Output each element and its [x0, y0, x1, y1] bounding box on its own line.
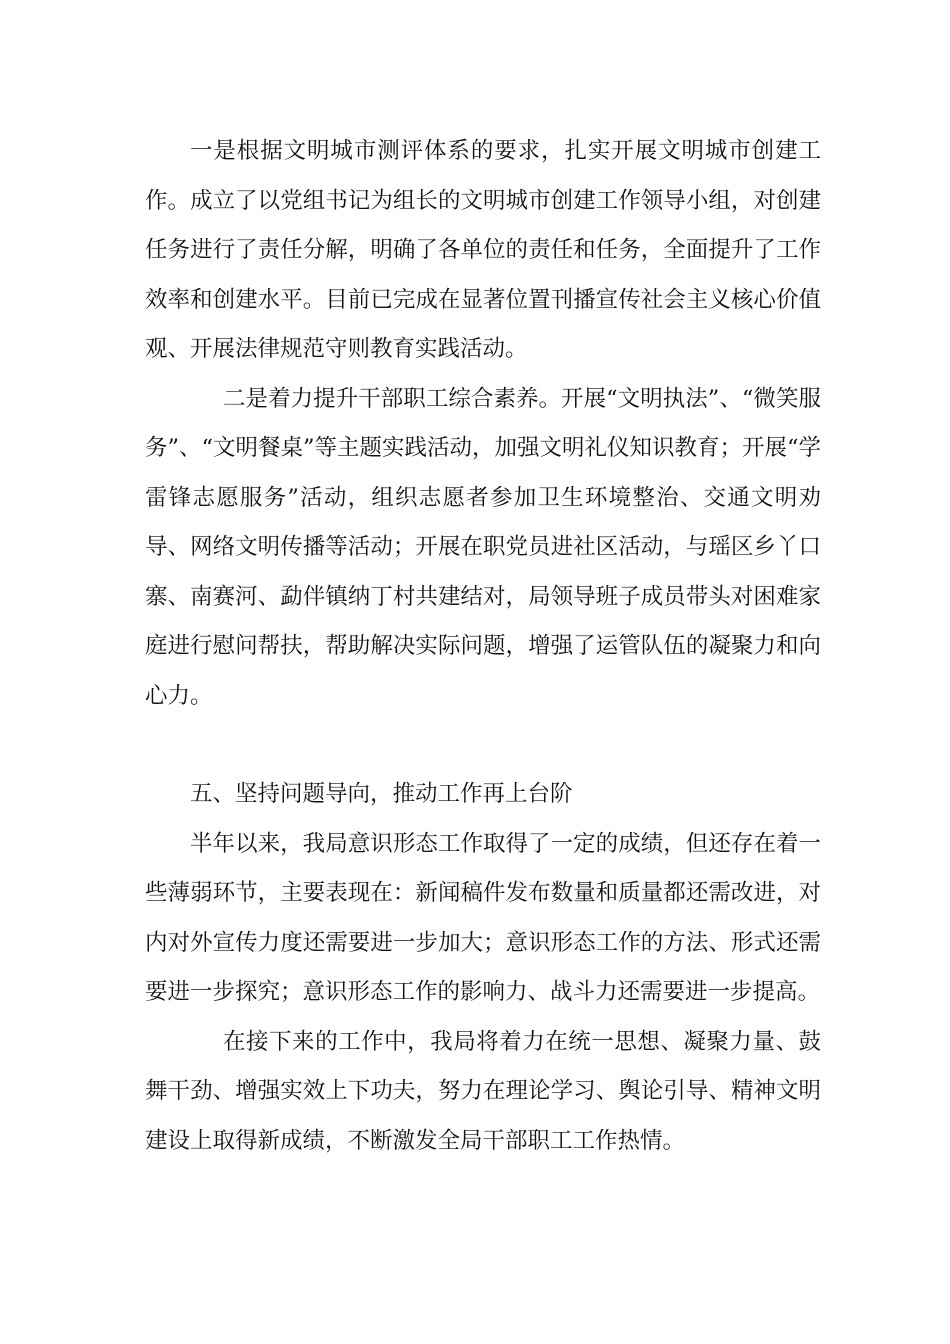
paragraph-staff-quality: 二是着力提升干部职工综合素养。开展“文明执法”、“微笑服务”、“文明餐桌”等主题实践活动，加强文明礼仪知识教育；开展“学雷锋志愿服务”活动，组织志愿者参加卫生环境整治、交通文明劝导、网络文明传播等活动；开展在职党员进社区活动，与瑶区乡丫口寨、南赛河、勐伴镇纳丁村共建结对，局领导班子成员带头对困难家庭进行慰问帮扶，帮助解决实际问题，增强了运管队伍的凝聚力和向心力。 [145, 385, 822, 709]
document-body [145, 127, 821, 1166]
paragraph-next-steps: 在接下来的工作中，我局将着力在统一思想、凝聚力量、鼓舞干劲、增强实效上下功夫，努力在理论学习、舆论引导、精神文明建设上取得新成绩，不断激发全局干部职工工作热情。 [145, 1028, 821, 1154]
section-spacer [145, 721, 821, 770]
section-heading: 五、坚持问题导向，推动工作再上台阶 [190, 781, 573, 807]
paragraph-weaknesses: 半年以来，我局意识形态工作取得了一定的成绩，但还存在着一些薄弱环节，主要表现在：新闻稿件发布数量和质量都还需改进，对内对外宣传力度还需要进一步加大；意识形态工作的方法、形式还需要进一步探究；意识形态工作的影响力、战斗力还需要进一步提高。 [145, 830, 821, 1005]
paragraph-civilized-city: 一是根据文明城市测评体系的要求，扎实开展文明城市创建工作。成立了以党组书记为组长的文明城市创建工作领导小组，对创建任务进行了责任分解，明确了各单位的责任和任务，全面提升了工作效率和创建水平。目前已完成在显著位置刊播宣传社会主义核心价值观、开展法律规范守则教育实践活动。 [145, 138, 821, 362]
